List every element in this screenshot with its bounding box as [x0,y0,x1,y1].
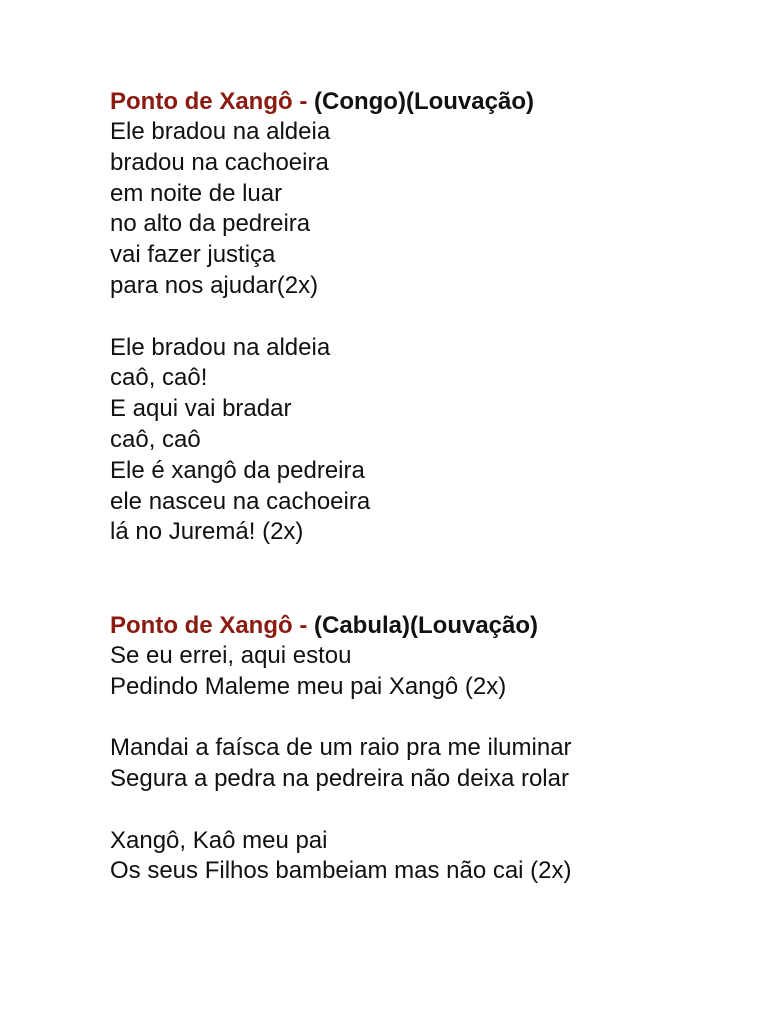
song-1-stanza-1 [110,117,730,302]
song-1-heading [110,86,730,117]
lyric-line: bradou na cachoeira [110,148,329,176]
stanza-spacer [110,702,730,733]
song-1 [110,86,730,548]
lyric-line: caô, caô [110,425,201,453]
lyric-line: E aqui vai bradar [110,395,292,423]
lyric-line: Ele é xangô da pedreira [110,456,365,484]
lyric-line: Mandai a faísca de um raio pra me iluminar [110,734,572,762]
lyric-line: para nos ajudar(2x) [110,271,319,299]
song-2-stanza-3 [110,826,730,888]
lyric-line: Ele bradou na aldeia [110,333,331,361]
lyric-line: Se eu errei, aqui estou [110,641,352,669]
lyric-line: em noite de luar [110,179,283,207]
song-1-stanza-2 [110,333,730,549]
song-spacer [110,548,730,610]
song-2-title: Ponto de Xangô - [110,611,314,639]
lyric-line: Ele bradou na aldeia [110,118,331,145]
lyric-line: Xangô, Kaô meu pai [110,826,328,854]
document-page [110,86,730,887]
song-1-tags: (Congo)(Louvação) [314,88,534,115]
song-2-heading [110,610,730,641]
song-2-stanza-2 [110,733,730,795]
song-2-tags: (Cabula)(Louvação) [314,611,539,639]
song-2-stanza-1 [110,641,730,703]
lyric-line: Os seus Filhos bambeiam mas não cai (2x) [110,857,572,885]
lyric-line: ele nasceu na cachoeira [110,487,371,515]
song-1-title: Ponto de Xangô - [110,88,314,115]
lyric-line: Segura a pedra na pedreira não deixa rolar [110,764,569,792]
lyric-line: vai fazer justiça [110,241,276,269]
stanza-spacer [110,795,730,826]
lyric-line: no alto da pedreira [110,210,311,238]
lyric-line: Pedindo Maleme meu pai Xangô (2x) [110,672,507,700]
lyric-line: caô, caô! [110,364,208,392]
stanza-spacer [110,302,730,333]
song-2 [110,610,730,887]
lyric-line: lá no Juremá! (2x) [110,518,304,546]
